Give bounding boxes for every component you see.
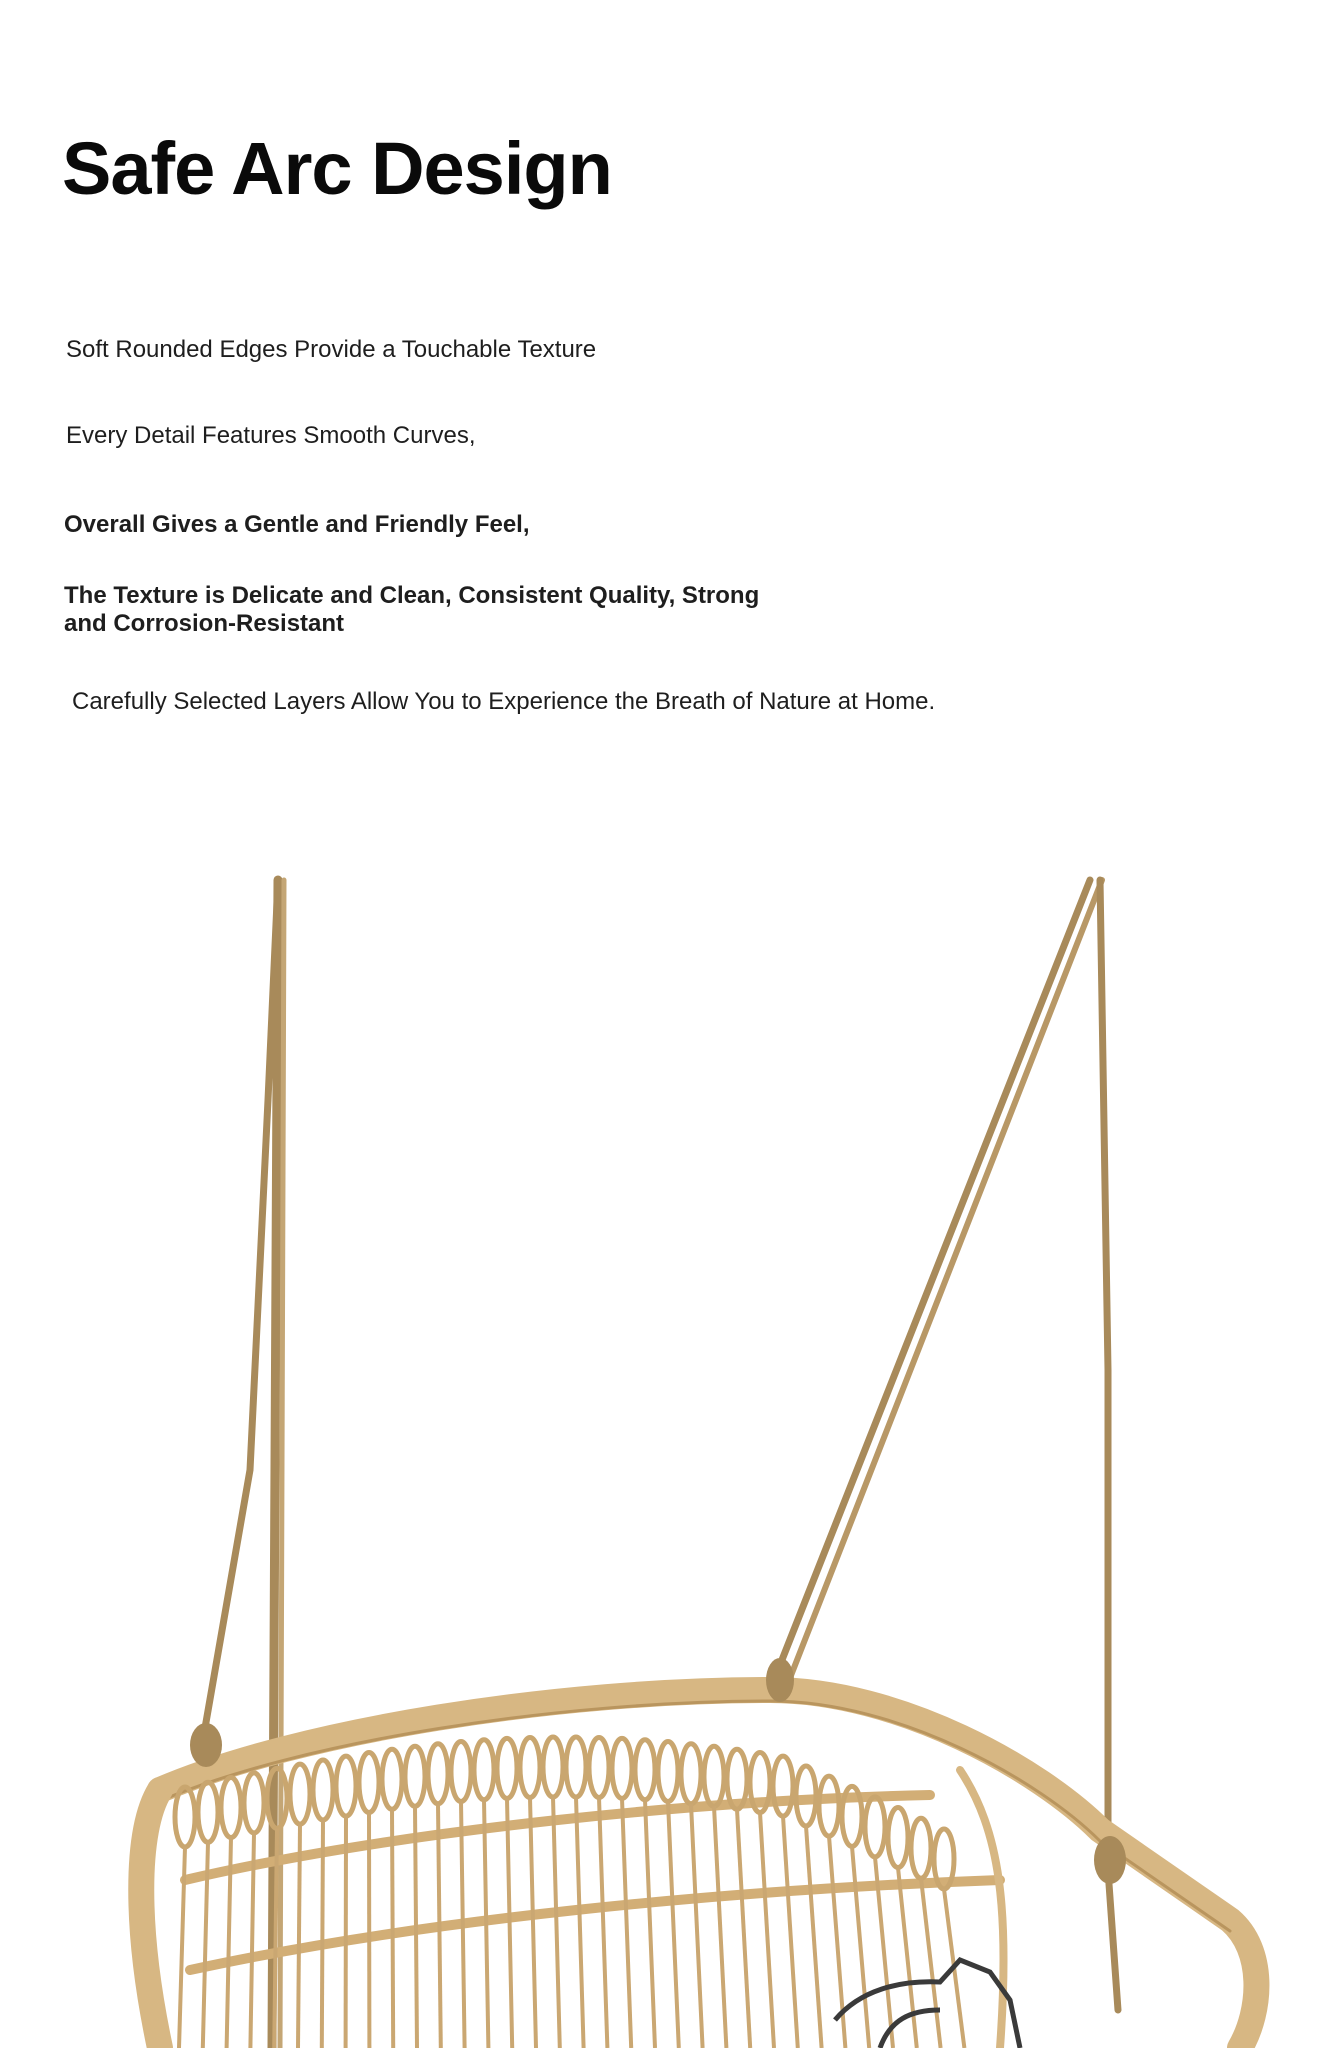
rattan-loop [773,1756,793,1816]
rattan-spindle [737,1809,750,2048]
rattan-loop [451,1742,471,1802]
rattan-spindle [645,1800,655,2048]
feature-line-smooth-curves: Every Detail Features Smooth Curves, [66,422,476,449]
rattan-loop [681,1744,701,1804]
rattan-loop [290,1764,310,1824]
rattan-loop [244,1773,264,1833]
rattan-loop [474,1740,494,1800]
rattan-loop [313,1760,333,1820]
rattan-spindle [274,1828,277,2048]
rattan-loop [612,1738,632,1798]
rattan-spindle [714,1806,726,2048]
rattan-loop [520,1738,540,1798]
rattan-loop [543,1737,563,1797]
rattan-spindle [691,1804,703,2048]
rattan-spindle [415,1806,417,2048]
page-title: Safe Arc Design [62,127,612,210]
rattan-loop [865,1797,885,1857]
rattan-loop [589,1738,609,1798]
rattan-loop [497,1738,517,1798]
swing-chair-image [0,870,1322,2048]
feature-line-texture-quality: The Texture is Delicate and Clean, Consistent Quality, Strong and Corrosion-Resistant [64,582,760,637]
rattan-loop [704,1746,724,1806]
rattan-loop [405,1746,425,1806]
rattan-loop [911,1818,931,1878]
rattan-spindle [392,1809,393,2048]
rattan-spindle [322,1820,323,2048]
rattan-loop [359,1752,379,1812]
rattan-spindle [599,1798,607,2048]
rattan-spindle [668,1802,679,2048]
rattan-spindle [438,1804,441,2048]
rattan-spindle [507,1798,512,2048]
rattan-spindle [806,1826,822,2048]
rattan-loop [198,1782,218,1842]
rattan-loop [566,1737,586,1797]
rattan-spindle [298,1824,300,2048]
feature-line-rounded-edges: Soft Rounded Edges Provide a Touchable Texture [66,336,597,363]
rattan-spindle [852,1846,869,2048]
rattan-spindle [461,1802,465,2048]
rattan-spindle [783,1816,798,2048]
rattan-spindle [530,1798,536,2048]
rattan-loop [336,1756,356,1816]
rattan-spindle [553,1797,560,2048]
feature-line-nature: Carefully Selected Layers Allow You to Experience the Breath of Nature at Home. [72,688,936,715]
rattan-loop [221,1778,241,1838]
rattan-spindle [484,1800,488,2048]
rattan-loop [382,1749,402,1809]
rattan-loop [635,1740,655,1800]
rattan-spindle [576,1797,584,2048]
rattan-loop [888,1808,908,1868]
rattan-spindle [622,1798,631,2048]
rattan-loop [175,1787,195,1847]
rattan-loop [658,1742,678,1802]
feature-line-gentle-feel: Overall Gives a Gentle and Friendly Feel, [64,511,530,538]
rattan-spindle [760,1812,774,2048]
rattan-spindle [921,1878,941,2048]
rattan-loop [819,1776,839,1836]
rattan-loop [428,1744,448,1804]
